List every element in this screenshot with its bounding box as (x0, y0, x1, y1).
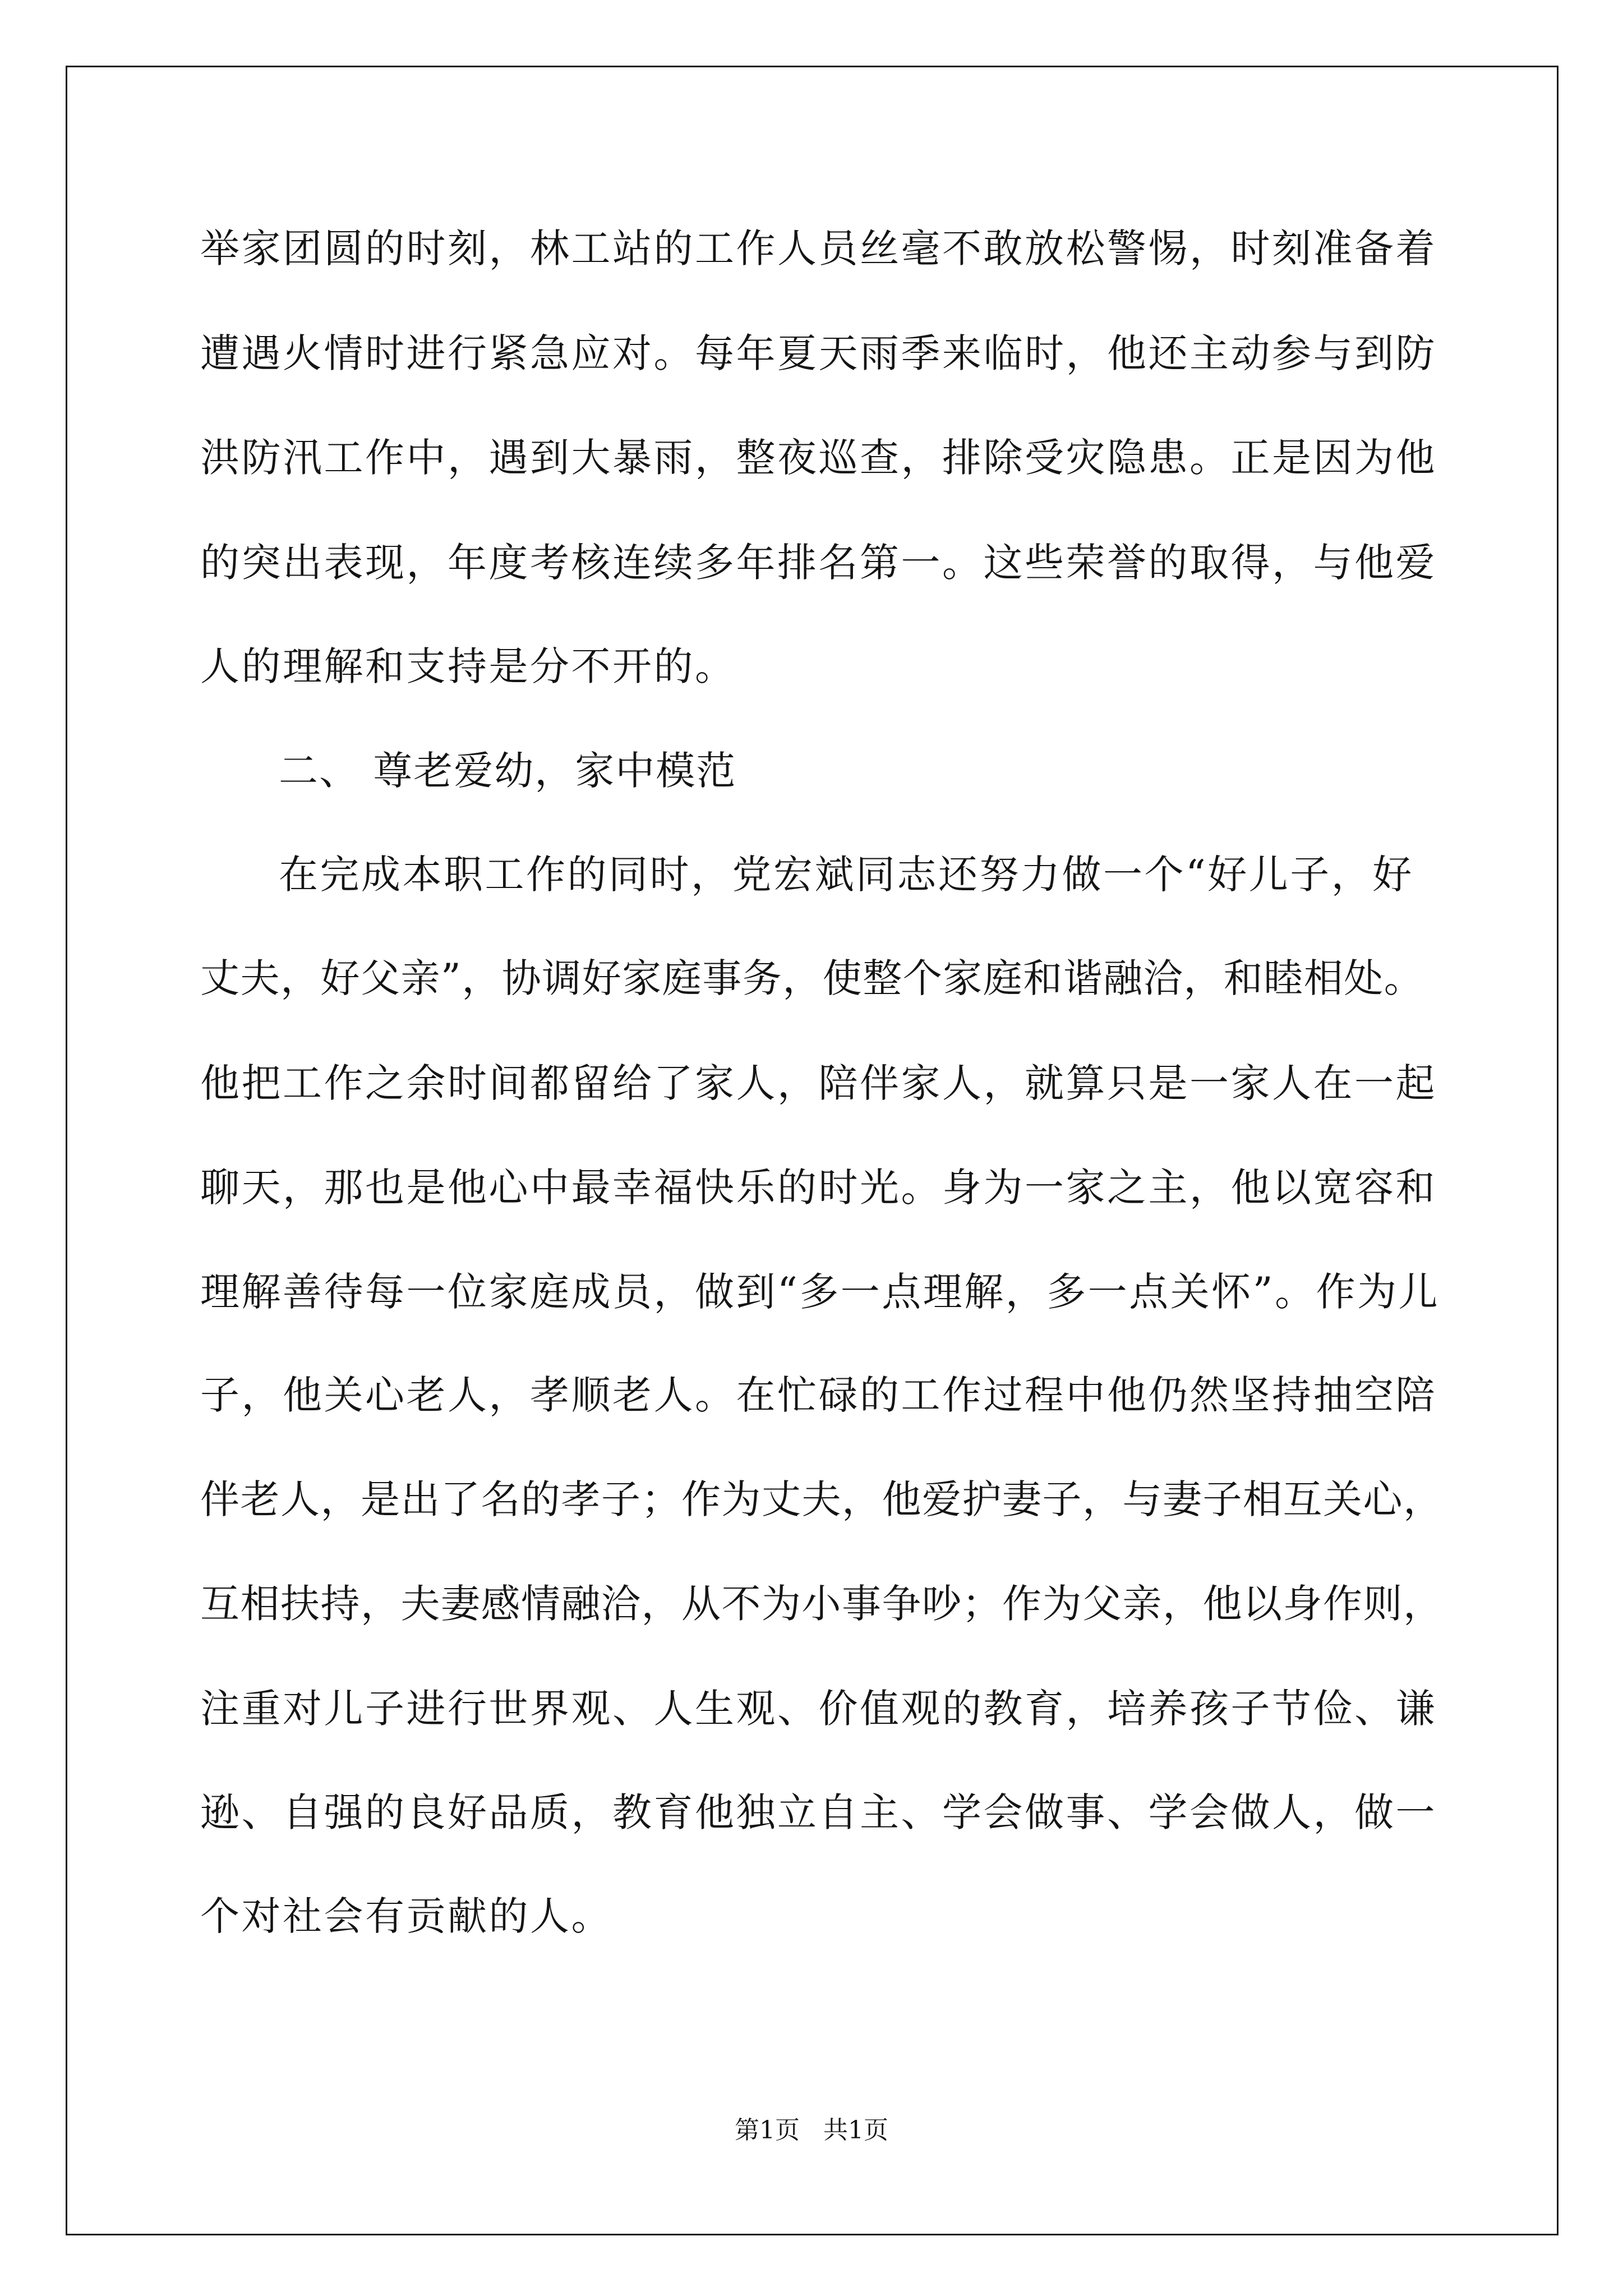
paragraph-line: 逊、自强的良好品质，教育他独立自主、学会做事、学会做人，做一 (200, 1789, 1437, 1835)
paragraph-line: 他把工作之余时间都留给了家人，陪伴家人，就算只是一家人在一起 (200, 1060, 1437, 1106)
paragraph-line: 个对社会有贡献的人。 (200, 1893, 612, 1939)
paragraph-line: 人的理解和支持是分不开的。 (200, 643, 736, 689)
paragraph-line: 互相扶持，夫妻感情融洽，从不为小事争吵；作为父亲，他以身作则， (200, 1581, 1444, 1627)
paragraph-line: 在完成本职工作的同时，党宏斌同志还努力做一个“好儿子，好 (279, 852, 1414, 898)
paragraph-line: 子，他关心老人，孝顺老人。在忙碌的工作过程中他仍然坚持抽空陪 (200, 1372, 1437, 1418)
section-heading: 二、 尊老爱幼，家中模范 (279, 748, 737, 794)
paragraph-line: 的突出表现，年度考核连续多年排名第一。这些荣誉的取得，与他爱 (200, 540, 1437, 586)
paragraph-line: 举家团圆的时刻，林工站的工作人员丝毫不敢放松警惕，时刻准备着 (200, 226, 1437, 272)
paragraph-line: 伴老人，是出了名的孝子；作为丈夫，他爱护妻子，与妻子相互关心， (200, 1476, 1444, 1522)
paragraph-line: 聊天，那也是他心中最幸福快乐的时光。身为一家之主，他以宽容和 (200, 1165, 1437, 1211)
paragraph-line: 理解善待每一位家庭成员，做到“多一点理解，多一点关怀”。作为儿 (200, 1269, 1440, 1315)
paragraph-line: 注重对儿子进行世界观、人生观、价值观的教育，培养孩子节俭、谦 (200, 1686, 1437, 1732)
paragraph-line: 洪防汛工作中，遇到大暴雨，整夜巡查，排除受灾隐患。正是因为他 (200, 435, 1437, 481)
paragraph-line: 遭遇火情时进行紧急应对。每年夏天雨季来临时，他还主动参与到防 (200, 330, 1437, 376)
paragraph-line: 丈夫，好父亲”，协调好家庭事务，使整个家庭和谐融洽，和睦相处。 (200, 955, 1424, 1001)
page-footer: 第1页 共1页 (735, 2116, 888, 2145)
